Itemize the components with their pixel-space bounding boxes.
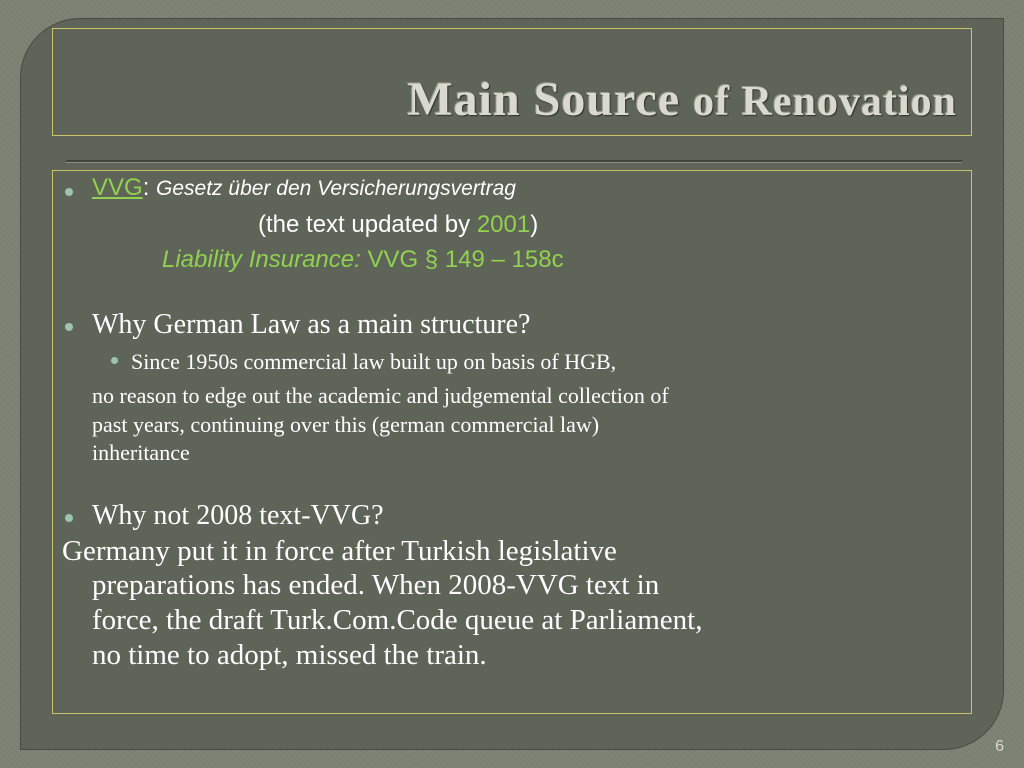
title-tail: of Renovation [693,79,957,125]
title-main: Main Source [407,73,681,126]
vvg-update-year: 2001 [476,211,531,238]
title-divider [66,160,962,163]
bullet-dot [65,514,73,522]
sub-bullet-dot [111,357,118,364]
why-not-2008-body-3: force, the draft Turk.Com.Code queue at Parliament, [92,604,703,636]
liability-line [162,246,564,274]
why-not-2008-body-1: Germany put it in force after Turkish legislative [62,535,617,567]
why-not-2008-body-4: no time to adopt, missed the train. [92,639,487,671]
vvg-update-suffix: ) [530,211,539,238]
bullet-dot [65,188,73,196]
vvg-link[interactable]: VVG [92,174,143,201]
bullet-dot [65,323,73,331]
vvg-update-prefix: (the text updated by [258,211,477,238]
why-not-2008-body-2: preparations has ended. When 2008-VVG text in [92,569,660,601]
why-german-continuation-3: inheritance [92,440,190,465]
vvg-german-name: Gesetz über den Versicherungsvertrag [156,177,516,200]
page-number: 6 [995,738,1004,755]
why-german-continuation-2: past years, continuing over this (german commercial law) [92,412,600,437]
vvg-update-line [258,211,538,239]
why-german-heading: Why German Law as a main structure? [92,309,531,340]
why-german-continuation-1: no reason to edge out the academic and judgemental collection of [92,383,669,408]
title-box [52,28,972,136]
why-german-sub-bullet: Since 1950s commercial law built up on basis of HGB, [131,349,617,374]
vvg-line [92,174,516,202]
slide-title [407,72,957,127]
liability-label: Liability Insurance: [162,246,361,273]
vvg-colon: : [142,174,150,201]
liability-ref: VVG § 149 – 158c [360,246,564,273]
why-not-2008-heading: Why not 2008 text-VVG? [92,500,384,531]
